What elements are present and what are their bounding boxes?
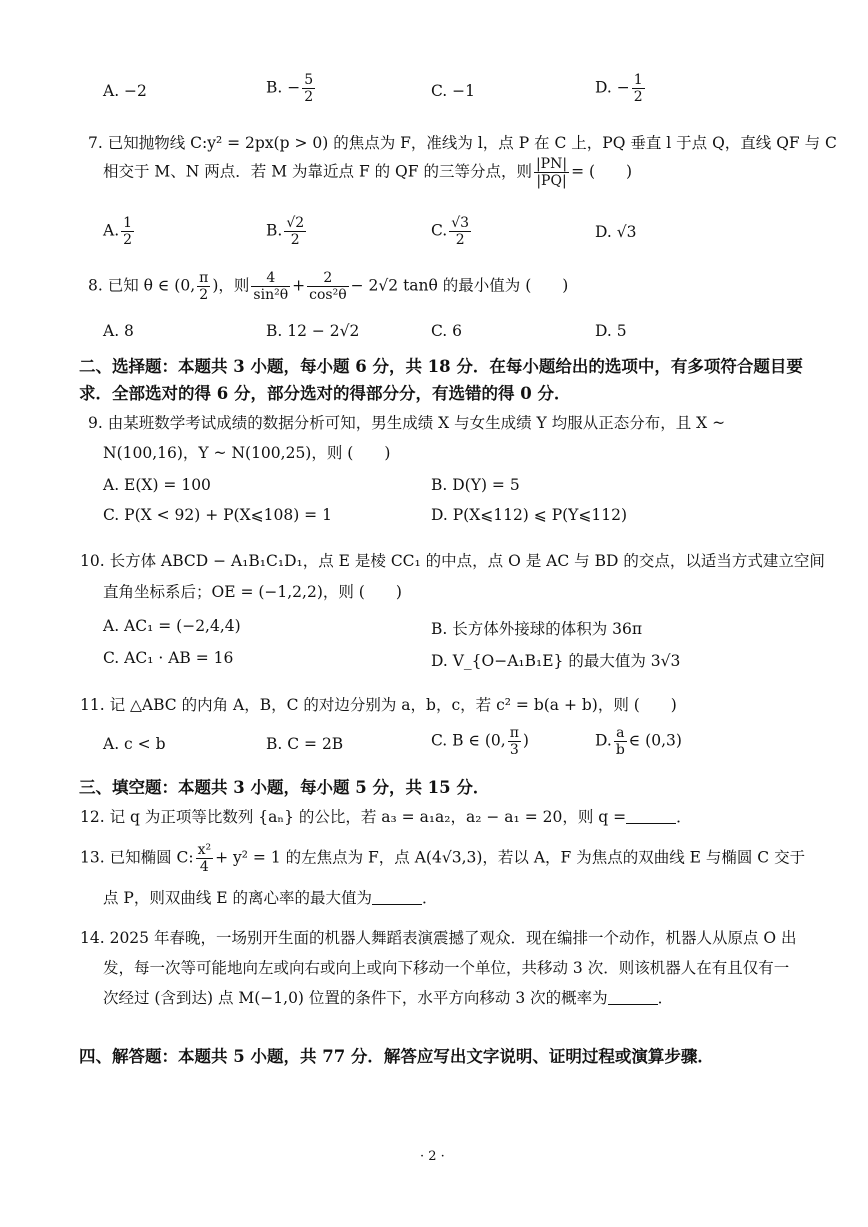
q14-line1: 14. 2025 年春晚，一场别开生面的机器人舞蹈表演震撼了观众．现在编排一个动作，机器人从原点 O 出	[80, 929, 797, 947]
section3-heading: 三、填空题：本题共 3 小题，每小题 5 分，共 15 分．	[79, 778, 490, 797]
q6-d-den: 2	[633, 89, 643, 106]
q13-answer-blank[interactable]	[372, 890, 422, 905]
q6-b-num: 5	[304, 72, 314, 88]
q11-c-pre: C. B ∈ (0,	[431, 731, 506, 750]
q11-d-pre: D.	[595, 731, 612, 750]
q6-option-c: C. −1	[431, 82, 476, 100]
q7-frac-den: |PQ|	[534, 172, 569, 189]
q6-option-b	[266, 72, 317, 105]
q12-tail: ．	[676, 808, 692, 826]
q8-plus: +	[292, 276, 306, 295]
page-number: · 2 ·	[420, 1149, 445, 1164]
q9-option-d: D. P(X⩽112) ⩽ P(Y⩽112)	[431, 506, 628, 524]
q8-option-b: B. 12 − 2√2	[266, 322, 360, 340]
q6-b-den: 2	[304, 89, 314, 106]
section2-line1: 二、选择题：本题共 3 小题，每小题 6 分，共 18 分．在每小题给出的选项中，有多项符合题目要	[79, 357, 803, 376]
q11-option-d	[595, 725, 682, 758]
q10-line1: 10. 长方体 ABCD − A₁B₁C₁D₁，点 E 是棱 CC₁ 的中点，点 O 是 AC 与 BD 的交点，以适当方式建立空间	[80, 552, 825, 570]
q7-a-num: 1	[123, 215, 133, 231]
q10-option-b: B. 长方体外接球的体积为 36π	[431, 620, 643, 638]
q11-c-post: )	[522, 731, 529, 750]
q7-b-num: √2	[286, 215, 305, 231]
q9-line1: 9. 由某班数学考试成绩的数据分析可知，男生成绩 X 与女生成绩 Y 均服从正态分布，且 X ~	[88, 414, 726, 432]
q7-a-label: A.	[103, 221, 120, 240]
q11-c-den: 3	[508, 741, 521, 758]
q11-option-b: B. C = 2B	[266, 735, 344, 753]
q6-option-d	[595, 72, 647, 105]
q11-stem: 11. 记 △ABC 的内角 A，B，C 的对边分别为 a，b，c，若 c² = b(a + b)，则 ( )	[80, 696, 677, 714]
q13-line2-text: 点 P，则双曲线 E 的离心率的最大值为	[103, 889, 373, 907]
q7-option-d: D. √3	[595, 223, 637, 241]
q12-stem	[80, 805, 692, 827]
q7-line2-text: 相交于 M、N 两点．若 M 为靠近点 F 的 QF 的三等分点，则	[103, 162, 532, 181]
q6-d-num: 1	[633, 72, 643, 88]
section2-line2: 求．全部选对的得 6 分，部分选对的得部分分，有选错的得 0 分．	[79, 384, 571, 403]
q7-frac-num: |PN|	[535, 156, 568, 172]
q7-b-den: 2	[284, 231, 306, 248]
q13-post: + y² = 1 的左焦点为 F，点 A(4√3,3)，若以 A，F 为焦点的双曲线 E 与椭圆 C 交于	[215, 848, 806, 867]
q13-f-num: x²	[197, 842, 212, 858]
q13-line2	[103, 886, 438, 908]
q7-c-den: 2	[449, 231, 471, 248]
q11-c-num: π	[509, 725, 519, 741]
q10-line2: 直角坐标系后；OE = (−1,2,2)，则 ( )	[103, 583, 402, 601]
q9-option-a: A. E(X) = 100	[103, 476, 211, 494]
q7-line2	[103, 156, 632, 189]
q10-option-c: C. AC₁ · AB = 16	[103, 649, 234, 667]
q8-f2-num: 2	[323, 270, 333, 286]
q8-f1-den: sin²θ	[253, 287, 289, 304]
q11-option-c	[431, 725, 529, 758]
q8-option-c: C. 6	[431, 322, 463, 340]
q6-option-d-label: D. −	[595, 78, 630, 97]
q13-f-den: 4	[196, 858, 214, 875]
q7-option-c	[431, 215, 473, 248]
q9-option-c: C. P(X < 92) + P(X⩽108) = 1	[103, 506, 332, 524]
q8-pi-num: π	[199, 270, 209, 286]
q8-pre: 8. 已知 θ ∈ (0,	[88, 276, 196, 295]
q12-answer-blank[interactable]	[626, 809, 676, 824]
q7-option-b	[266, 215, 308, 248]
q9-option-b: B. D(Y) = 5	[431, 476, 520, 494]
section4-heading: 四、解答题：本题共 5 小题，共 77 分．解答应写出文字说明、证明过程或演算步骤．	[79, 1047, 714, 1066]
q14-line2: 发，每一次等可能地向左或向右或向上或向下移动一个单位，共移动 3 次．则该机器人在有且仅有一	[103, 959, 790, 977]
q8-f1-num: 4	[266, 270, 276, 286]
q11-d-den: b	[615, 742, 625, 759]
q7-line1: 7. 已知抛物线 C:y² = 2px(p > 0) 的焦点为 F，准线为 l，点 P 在 C 上，PQ 垂直 l 于点 Q，直线 QF 与 C	[88, 134, 837, 152]
q7-tail: = ( )	[571, 162, 633, 181]
q6-option-a: A. −2	[103, 82, 147, 100]
q7-option-a	[103, 215, 136, 248]
q8-pi-den: 2	[197, 286, 210, 303]
q14-line3	[103, 986, 673, 1008]
q14-answer-blank[interactable]	[608, 990, 658, 1005]
q8-option-a: A. 8	[103, 322, 134, 340]
q14-line3-text: 次经过 (含到达) 点 M(−1,0) 位置的条件下，水平方向移动 3 次的概率为	[103, 989, 608, 1007]
q13-pre: 13. 已知椭圆 C:	[80, 848, 194, 867]
q7-c-num: √3	[451, 215, 470, 231]
q13-tail: ．	[422, 889, 438, 907]
q10-option-a: A. AC₁ = (−2,4,4)	[103, 617, 241, 635]
q10-option-d: D. V_{O−A₁B₁E} 的最大值为 3√3	[431, 652, 681, 670]
q12-text: 12. 记 q 为正项等比数列 {aₙ} 的公比，若 a₃ = a₁a₂，a₂ − a₁ = 20，则 q =	[80, 808, 627, 826]
q7-b-label: B.	[266, 221, 283, 240]
q8-tail: − 2√2 tanθ 的最小值为 ( )	[350, 276, 569, 295]
q9-line2: N(100,16)，Y ~ N(100,25)，则 ( )	[103, 444, 391, 462]
q11-d-num: a	[616, 725, 625, 741]
q7-c-label: C.	[431, 221, 448, 240]
q11-d-post: ∈ (0,3)	[628, 731, 682, 750]
q8-option-d: D. 5	[595, 322, 627, 340]
q13-line1	[80, 842, 805, 875]
q7-a-den: 2	[123, 232, 133, 249]
q8-mid: )，则	[212, 276, 250, 295]
q8-f2-den: cos²θ	[309, 287, 347, 304]
q8-stem	[88, 270, 568, 303]
q6-option-b-label: B. −	[266, 78, 301, 97]
q14-tail: ．	[657, 989, 674, 1007]
q11-option-a: A. c < b	[103, 735, 166, 753]
